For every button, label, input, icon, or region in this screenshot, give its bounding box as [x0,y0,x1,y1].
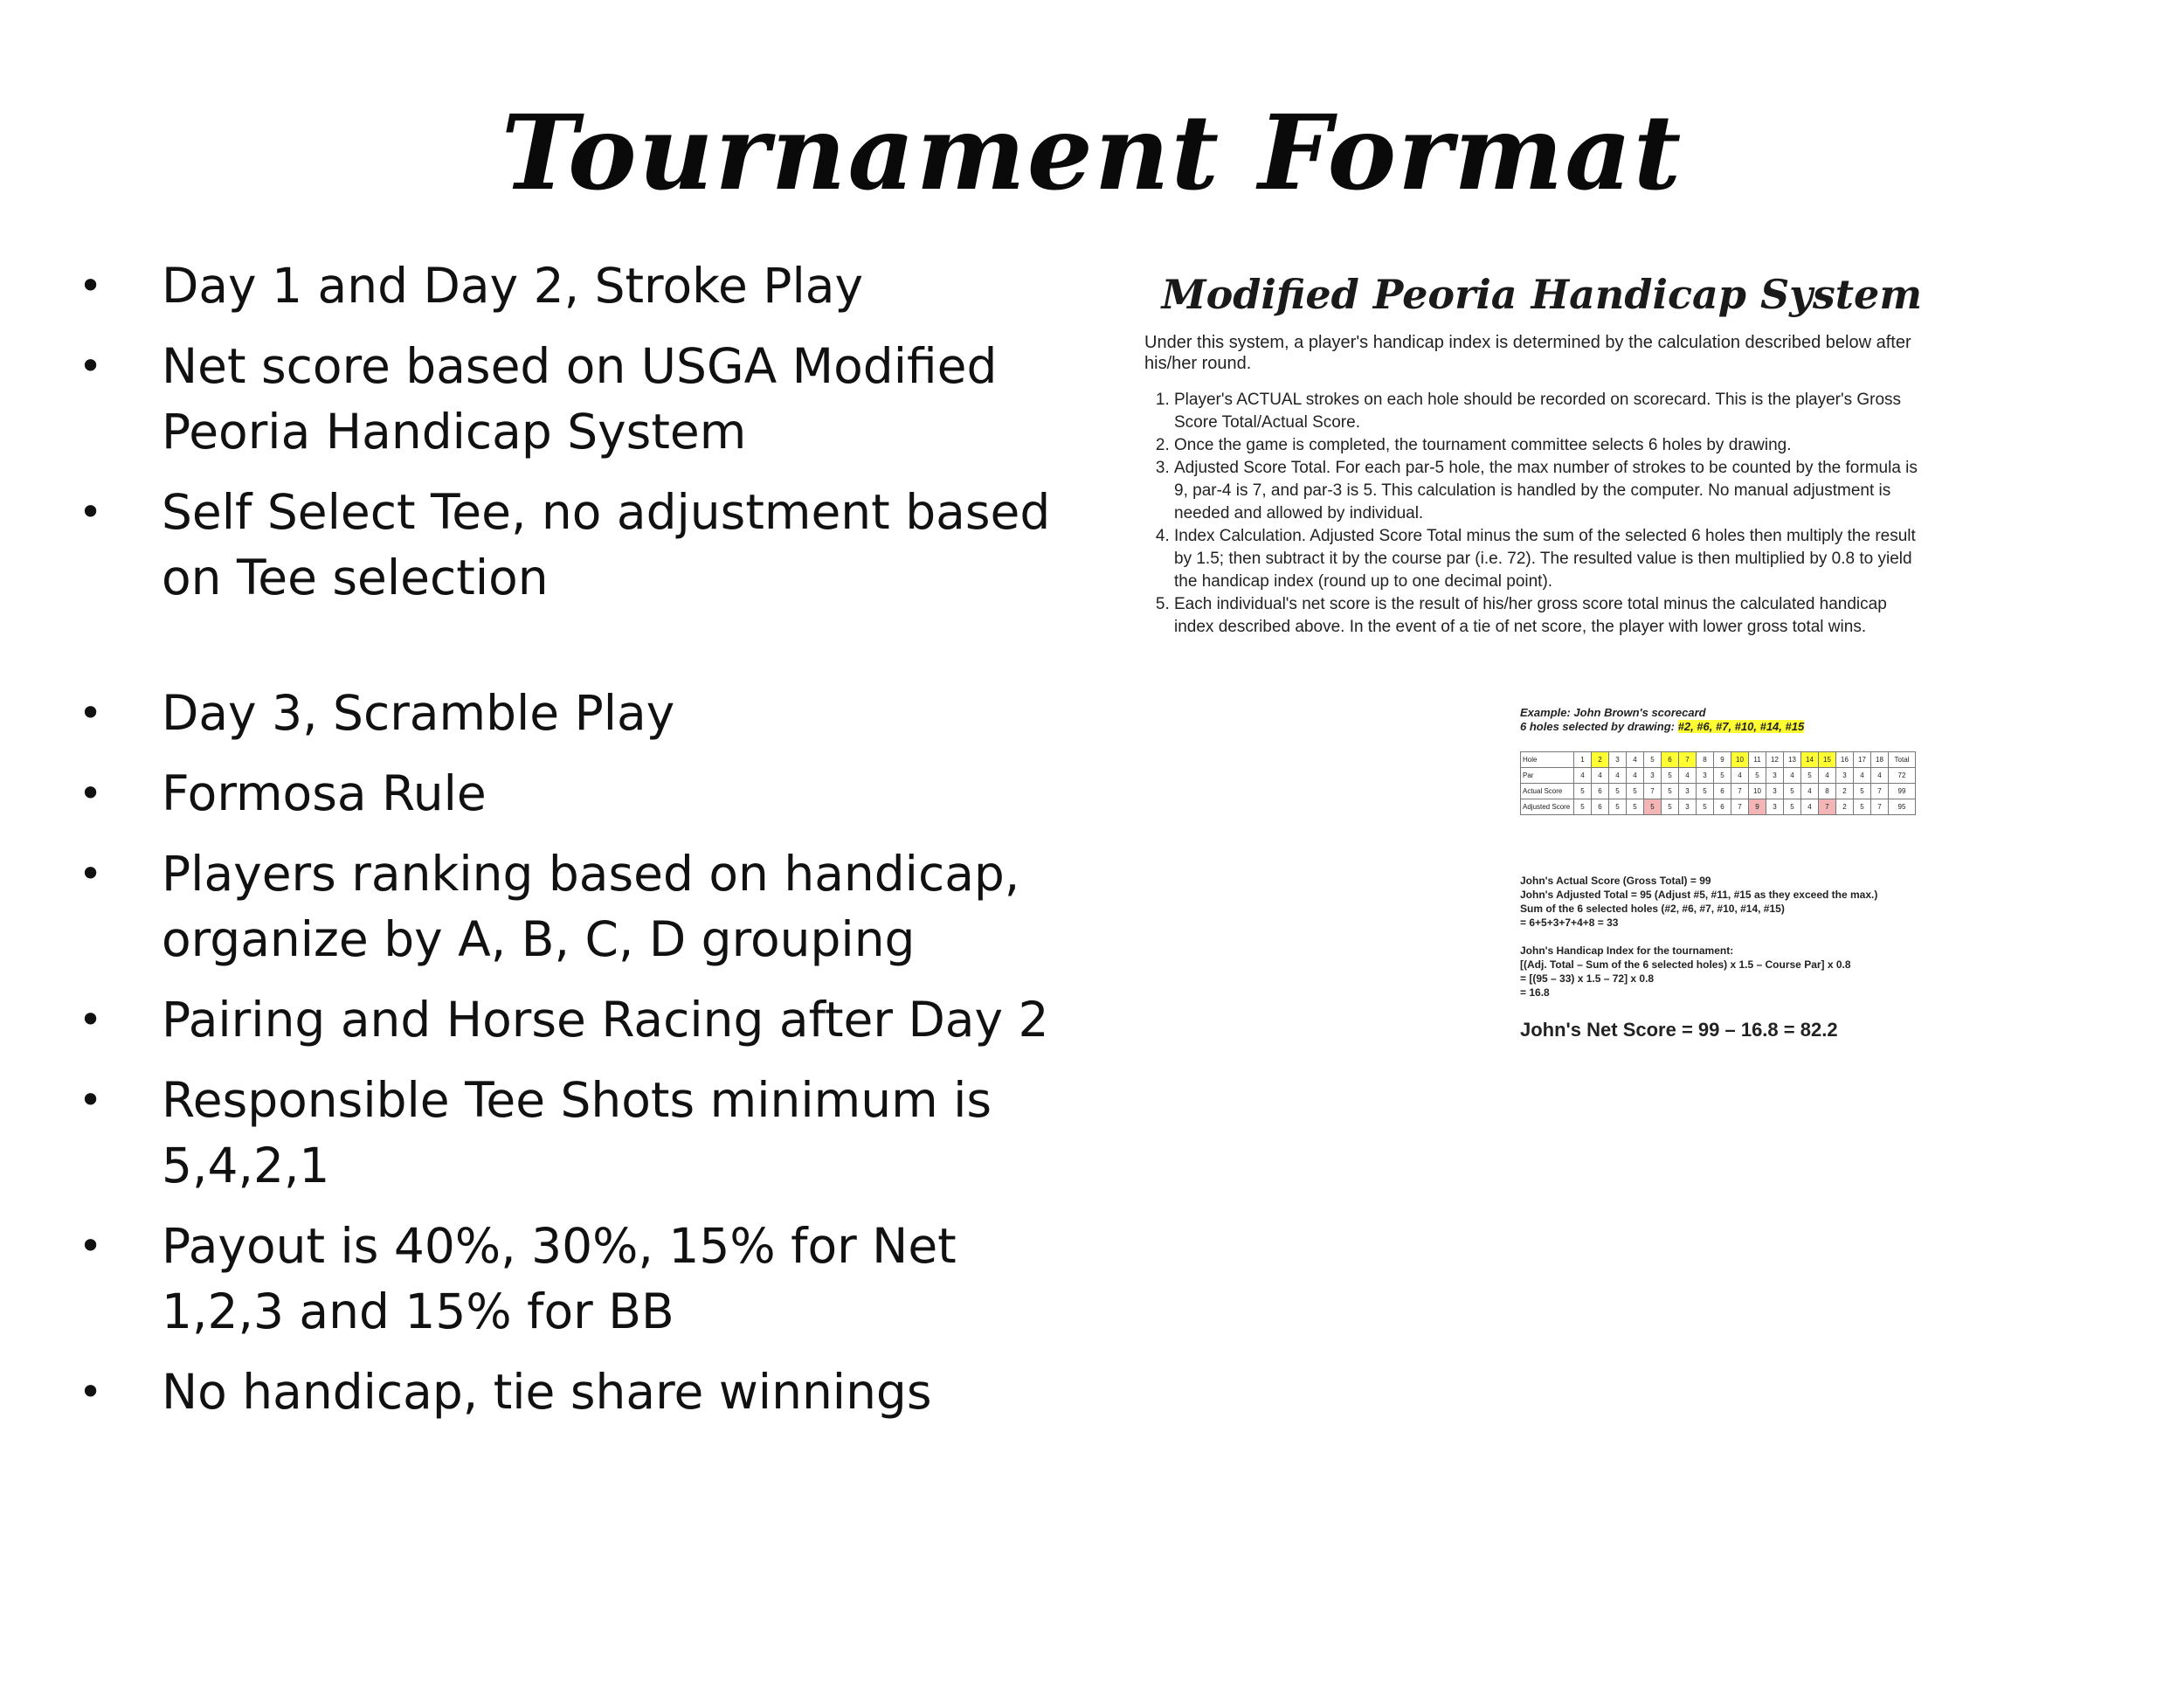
scorecard-cell: 4 [1784,768,1801,784]
bullet-dot-icon: • [79,689,103,737]
scorecard-cell: 5 [1714,768,1731,784]
scorecard-cell: 4 [1731,768,1749,784]
scorecard-cell: 2 [1592,752,1609,768]
scorecard-cell: 6 [1592,799,1609,815]
handout-step: 4. Index Calculation. Adjusted Score Total minus the sum of the selected 6 holes then multiply the result by 1.5; then subtract it by the course par (i.e. 72). The resulted value is then multiplied by 0.8 to yield the handicap index (round up to one decimal point). [1174,525,1925,593]
scorecard-label: Actual Score [1521,784,1574,799]
bullet-dot-icon: • [79,850,103,897]
slide-title: Tournament Format [501,92,1683,213]
scorecard-label: Par [1521,768,1574,784]
scorecard-cell: 6 [1592,784,1609,799]
scorecard-cell: 6 [1714,799,1731,815]
scorecard-cell: 5 [1697,784,1714,799]
scorecard-cell: 7 [1679,752,1697,768]
bullet-item [79,987,1066,1053]
scorecard-cell: 1 [1574,752,1592,768]
scorecard-cell: 4 [1679,768,1697,784]
scorecard-cell: 3 [1609,752,1627,768]
scorecard-cell: 4 [1627,752,1644,768]
scorecard-cell: 5 [1854,784,1871,799]
scorecard-cell: 99 [1889,784,1916,799]
calculation-line: = 16.8 [1520,986,1550,999]
scorecard-cell: 4 [1574,768,1592,784]
scorecard-cell: 5 [1697,799,1714,815]
scorecard-cell: 3 [1679,799,1697,815]
bullet-text: No handicap, tie share winnings [162,1364,932,1420]
scorecard-cell: 3 [1697,768,1714,784]
calculation-line: John's Handicap Index for the tournament: [1520,944,1734,957]
scorecard-cell: 10 [1731,752,1749,768]
scorecard-cell: 13 [1784,752,1801,768]
scorecard-cell: 4 [1854,768,1871,784]
calculation-line: John's Adjusted Total = 95 (Adjust #5, #11, #15 as they exceed the max.) [1520,889,1878,901]
scorecard-cell: 95 [1889,799,1916,815]
example-line: Example: John Brown's scorecard [1520,706,1706,719]
net-score: John's Net Score = 99 – 16.8 = 82.2 [1520,1019,1838,1041]
bullet-text: Players ranking based on handicap, organize by A, B, C, D grouping [162,846,1020,967]
handout-step: 1. Player's ACTUAL strokes on each hole should be recorded on scorecard. This is the player's Gross Score Total/Actual Score. [1174,389,1925,434]
scorecard-cell: 5 [1801,768,1819,784]
scorecard-cell: 11 [1749,752,1766,768]
scorecard-cell: 5 [1627,784,1644,799]
calculation-line: [(Adj. Total – Sum of the 6 selected holes) x 1.5 – Course Par] x 0.8 [1520,958,1851,971]
scorecard-cell: 18 [1871,752,1889,768]
scorecard-cell: 7 [1644,784,1662,799]
example-label: 6 holes selected by drawing: [1520,720,1675,733]
scorecard-cell: 5 [1574,784,1592,799]
calculation-line: Sum of the 6 selected holes (#2, #6, #7, #10, #14, #15) [1520,903,1785,915]
scorecard-cell: 5 [1784,784,1801,799]
scorecard-cell: 7 [1731,784,1749,799]
scorecard-label: Hole [1521,752,1574,768]
scorecard-cell: 7 [1731,799,1749,815]
bullet-item [79,1359,1066,1425]
scorecard-cell: 10 [1749,784,1766,799]
bullet-text: Day 1 and Day 2, Stroke Play [162,258,864,314]
scorecard-cell: 5 [1574,799,1592,815]
scorecard-cell: 5 [1784,799,1801,815]
bullet-dot-icon: • [79,1222,103,1269]
scorecard-cell: 17 [1854,752,1871,768]
scorecard-cell: 3 [1766,768,1784,784]
scorecard-cell: 2 [1836,799,1854,815]
calculation-line: John's Actual Score (Gross Total) = 99 [1520,875,1711,887]
scorecard-cell: 72 [1889,768,1916,784]
scorecard-cell: 6 [1662,752,1679,768]
scorecard-cell: 3 [1766,784,1784,799]
bullet-dot-icon: • [79,488,103,536]
bullet-dot-icon: • [79,770,103,817]
scorecard-cell: 5 [1662,768,1679,784]
scorecard-row [1521,752,1916,768]
scorecard-cell: 8 [1697,752,1714,768]
bullet-item [79,253,1066,319]
bullet-dot-icon: • [79,1076,103,1124]
bullet-list [79,253,1066,1440]
scorecard-cell: 2 [1836,784,1854,799]
calculation-line [1520,930,1877,944]
scorecard-cell: 9 [1749,799,1766,815]
handout-steps [1144,389,1925,639]
bullet-dot-icon: • [79,342,103,390]
bullet-text: Pairing and Horse Racing after Day 2 [162,992,1049,1048]
scorecard-cell: 5 [1662,799,1679,815]
bullet-item [79,1068,1066,1199]
scorecard-cell: 5 [1609,799,1627,815]
scorecard-label: Adjusted Score [1521,799,1574,815]
scorecard-cell: 3 [1766,799,1784,815]
scorecard-cell: 14 [1801,752,1819,768]
scorecard-row [1521,784,1916,799]
bullet-text: Responsible Tee Shots minimum is 5,4,2,1 [162,1072,992,1193]
bullet-item [79,681,1066,746]
handout-step: 3. Adjusted Score Total. For each par-5 hole, the max number of strokes to be counted by the formula is 9, par-4 is 7, and par-3 is 5. This calculation is handled by the computer. No manual adjustment is needed and allowed by individual. [1174,457,1925,525]
example-line [1520,720,1804,734]
scorecard-cell: 7 [1871,799,1889,815]
scorecard-cell: 5 [1627,799,1644,815]
handout-step: 5. Each individual's net score is the result of his/her gross score total minus the calculated handicap index described above. In the event of a tie of net score, the player with lower gross total wins. [1174,593,1925,639]
bullet-text: Payout is 40%, 30%, 15% for Net 1,2,3 and 15% for BB [162,1218,957,1339]
scorecard-cell: 3 [1836,768,1854,784]
bullet-dot-icon: • [79,262,103,309]
bullet-text: Day 3, Scramble Play [162,685,675,741]
scorecard-cell: 6 [1714,784,1731,799]
scorecard-cell: 5 [1749,768,1766,784]
scorecard-cell: 15 [1819,752,1836,768]
scorecard-cell: 5 [1609,784,1627,799]
scorecard-cell: 4 [1609,768,1627,784]
bullet-item [79,841,1066,972]
scorecard-cell: 4 [1819,768,1836,784]
scorecard-cell: 8 [1819,784,1836,799]
calculation-notes [1520,874,1877,1000]
bullet-text: Self Select Tee, no adjustment based on Tee selection [162,484,1051,605]
scorecard-cell: 3 [1644,768,1662,784]
handout-intro: Under this system, a player's handicap index is determined by the calculation described below after his/her round. [1144,333,1911,373]
handout-title: Modified Peoria Handicap System [1161,271,1922,318]
scorecard-cell: 4 [1801,799,1819,815]
calculation-line: = 6+5+3+7+4+8 = 33 [1520,917,1619,929]
handicap-system-image [1136,262,1992,1075]
scorecard-cell: 7 [1871,784,1889,799]
scorecard-cell: 4 [1627,768,1644,784]
example-caption [1520,706,1804,734]
scorecard-row [1521,768,1916,784]
scorecard-table [1520,751,1916,815]
scorecard-cell: 4 [1871,768,1889,784]
bullet-item [79,334,1066,465]
bullet-text: Net score based on USGA Modified Peoria Handicap System [162,338,998,460]
scorecard-cell: 12 [1766,752,1784,768]
bullet-item [79,1214,1066,1345]
bullet-item [79,480,1066,611]
bullet-dot-icon: • [79,996,103,1043]
scorecard-cell: Total [1889,752,1916,768]
scorecard-cell: 5 [1644,752,1662,768]
scorecard-cell: 5 [1644,799,1662,815]
scorecard-cell: 7 [1819,799,1836,815]
calculation-line: = [(95 – 33) x 1.5 – 72] x 0.8 [1520,972,1655,985]
scorecard-cell: 4 [1801,784,1819,799]
scorecard-cell: 4 [1592,768,1609,784]
scorecard-cell: 5 [1854,799,1871,815]
scorecard-cell: 16 [1836,752,1854,768]
scorecard-cell: 9 [1714,752,1731,768]
example-holes: #2, #6, #7, #10, #14, #15 [1677,720,1805,733]
bullet-text: Formosa Rule [162,765,487,821]
bullet-dot-icon: • [79,1368,103,1415]
scorecard-cell: 3 [1679,784,1697,799]
scorecard-cell: 5 [1662,784,1679,799]
bullet-item [79,761,1066,827]
scorecard-row [1521,799,1916,815]
handout-step: 2. Once the game is completed, the tournament committee selects 6 holes by drawing. [1174,434,1925,457]
